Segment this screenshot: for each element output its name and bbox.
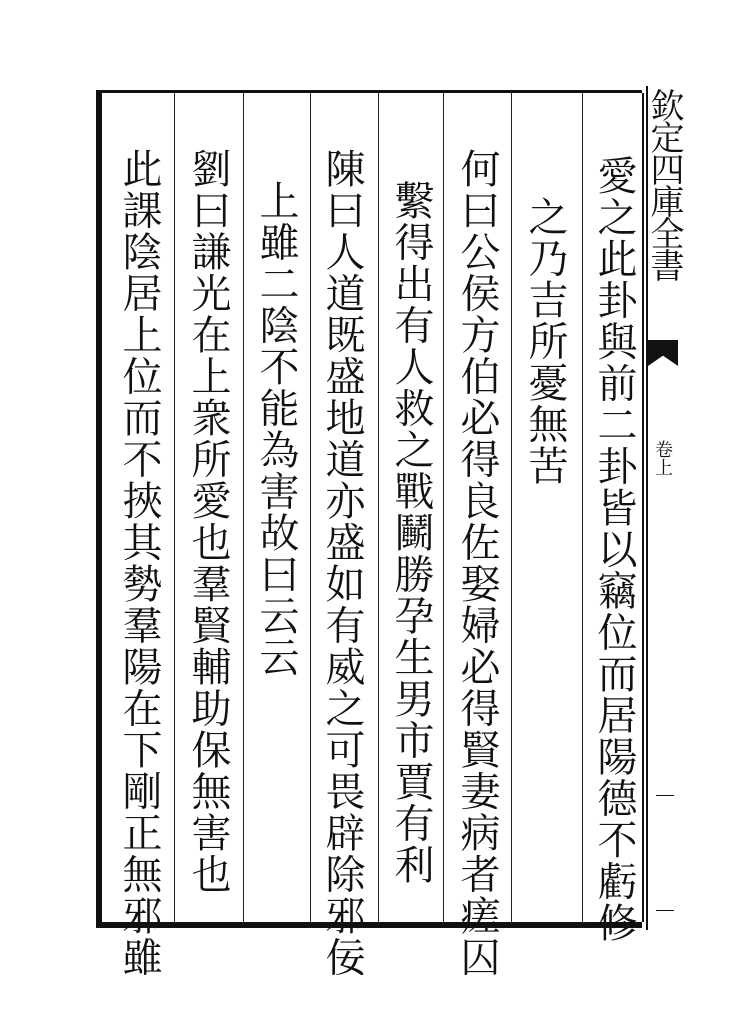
- text-column-6: 上雖二陰不能為害故曰云云: [253, 180, 299, 678]
- text-column-8: 此課陰居上位而不挾其勢羣陽在下剛正無邪雖: [116, 148, 162, 978]
- column-rule: [443, 93, 444, 923]
- column-rule: [378, 93, 379, 923]
- text-column-7: 劉曰謙光在上衆所愛也羣賢輔助保無害也: [185, 148, 231, 895]
- edge-tick: [656, 910, 674, 911]
- text-column-1: 愛之此卦與前二卦皆以竊位而居陽德不虧修: [591, 155, 637, 944]
- column-rule: [310, 93, 311, 923]
- book-title: 欽定四庫全書: [644, 88, 684, 280]
- text-column-5: 陳曰人道既盛地道亦盛如有威之可畏辟除邪佞: [319, 148, 365, 978]
- column-rule: [582, 93, 583, 923]
- column-rule: [511, 93, 512, 923]
- column-rule: [174, 93, 175, 923]
- text-column-3: 何曰公侯方伯必得良佐娶婦必得賢妻病者瘥囚: [454, 148, 500, 978]
- volume-label: 卷上: [652, 440, 673, 476]
- text-column-2: 之乃吉所憂無苦: [522, 196, 568, 487]
- edge-tick: [656, 795, 674, 796]
- column-rule: [243, 93, 244, 923]
- text-column-4: 繫得出有人救之戰鬭勝孕生男市賈有利: [388, 180, 434, 886]
